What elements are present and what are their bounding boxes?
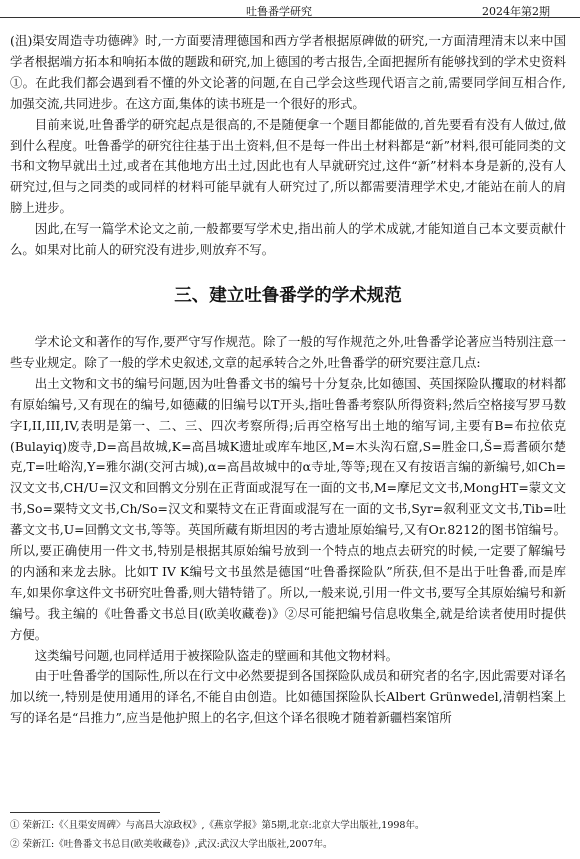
paragraph: 因此,在写一篇学术论文之前,一般都要写学术史,指出前人的学术成就,才能知道自己本文要贡献什么。如果对比前人的研究没有进步,则放弃不写。: [10, 221, 566, 258]
paragraph: 出土文物和文书的编号问题,因为吐鲁番文书的编号十分复杂,比如德国、英国探险队攫取的材料都有原始编号,又有现在的编号,如德藏的旧编号以T开头,指吐鲁番考察队所得资料;然后空格接写罗马数字I,II,III,IV,表明是第一、二、三、四次考察所得;后再空格写出土地的缩写词,主要有B=布拉依克(Bulayiq)废寺,D=高昌故城,K=高昌城K遗址或库车地区,M=木头沟石窟,S=胜金口,Š=焉耆硕尔楚克,T=吐峪沟,Y=雅尔湖(交河古城),α=高昌故城中的α寺址,等等;现在又有按语言编的新编号,如Ch=汉文文书,CH/U=汉文和回鹘文分别在正背面或混写在一面的文书,M=摩尼文文书,MongHT=蒙文文书,So=粟特文文书,Ch/So=汉文和粟特文在正背面或混写在一面的文书,Syr=叙利亚文文书,Tib=吐蕃文文书,U=回鹘文文书,等等。英国所藏有斯坦因的考古遗址原始编号,又有Or.8212的图书馆编号。所以,要正确使用一件文书,特别是根据其原始编号放到一个特点的地点去研究的时候,一定要了解编号的内涵和来龙去脉。比如T IV K编号文书虽然是德国“吐鲁番探险队”所获,但不是出于吐鲁番,而是库车,如果你拿这件文书研究吐鲁番,则大错特错了。所以,一般来说,引用一件文书,要写全其原始编号和新编号。我主编的《吐鲁番文书总目(欧美收藏卷)》②尽可能把编号信息收集全,就是给读者使用时提供方便。: [10, 375, 566, 642]
footnote: ② 荣新江:《吐鲁番文书总目(欧美收藏卷)》,武汉:武汉大学出版社,2007年。: [10, 839, 333, 850]
section-heading: 三、建立吐鲁番学的学术规范: [174, 285, 402, 306]
footnotes: [10, 812, 566, 854]
paragraph: 这类编号问题,也同样适用于被探险队盗走的壁画和其他文物材料。: [34, 647, 399, 663]
journal-title: 吐鲁番学研究: [246, 5, 312, 18]
paragraph: 由于吐鲁番学的国际性,所以在行文中必然要提到各国探险队成员和研究者的名字,因此需要对译名加以统一,特别是使用通用的译名,不能自由创造。比如德国探险队长Albert Grünwedel,清朝档案上写的译名是“吕推力”,应当是他护照上的名字,但这个译名很晚才随着新疆档案馆所: [10, 668, 566, 726]
article-body: [10, 31, 566, 729]
header-rule: [0, 17, 580, 18]
paragraph: 目前来说,吐鲁番学的研究起点是很高的,不是随便拿一个题目都能做的,首先要看有没有人做过,做到什么程度。吐鲁番学的研究往往基于出土资料,但不是每一件出土材料都是“新”材料,很可能同类的文书和文物早就出土过,或者在其他地方出土过,因此也有人早就研究过,这件“新”材料本身是新的,没有人研究过,但与之同类的或同样的材料可能早就有人研究过了,所以都需要清理学术史,才能站在前人的肩膀上进步。: [10, 116, 566, 216]
footnote: ① 荣新江:《〈且渠安周碑〉与高昌大凉政权》,《燕京学报》第5期,北京:北京大学出版社,1998年。: [10, 820, 425, 831]
paragraph: (沮)渠安周造寺功德碑》时,一方面要清理德国和西方学者根据原碑做的研究,一方面清理清末以来中国学者根据端方拓本和响拓本做的题跋和研究,加上德国的考古报告,全面把握所有能够找到的学术史资料①。在此我们都会遇到看不懂的外文论著的问题,在自己学会这些现代语言之前,需要同学间互相合作,加强交流,共同进步。在这方面,集体的读书班是一个很好的形式。: [10, 33, 566, 111]
running-header: [0, 0, 580, 18]
paragraph: 学术论文和著作的写作,要严守写作规范。除了一般的写作规范之外,吐鲁番学论著应当特别注意一些专业规定。除了一般的学术史叙述,文章的起承转合之外,吐鲁番学的研究要注意几点:: [10, 333, 566, 370]
footnote-rule: [10, 812, 160, 813]
issue-label: 2024年第2期: [482, 5, 550, 18]
